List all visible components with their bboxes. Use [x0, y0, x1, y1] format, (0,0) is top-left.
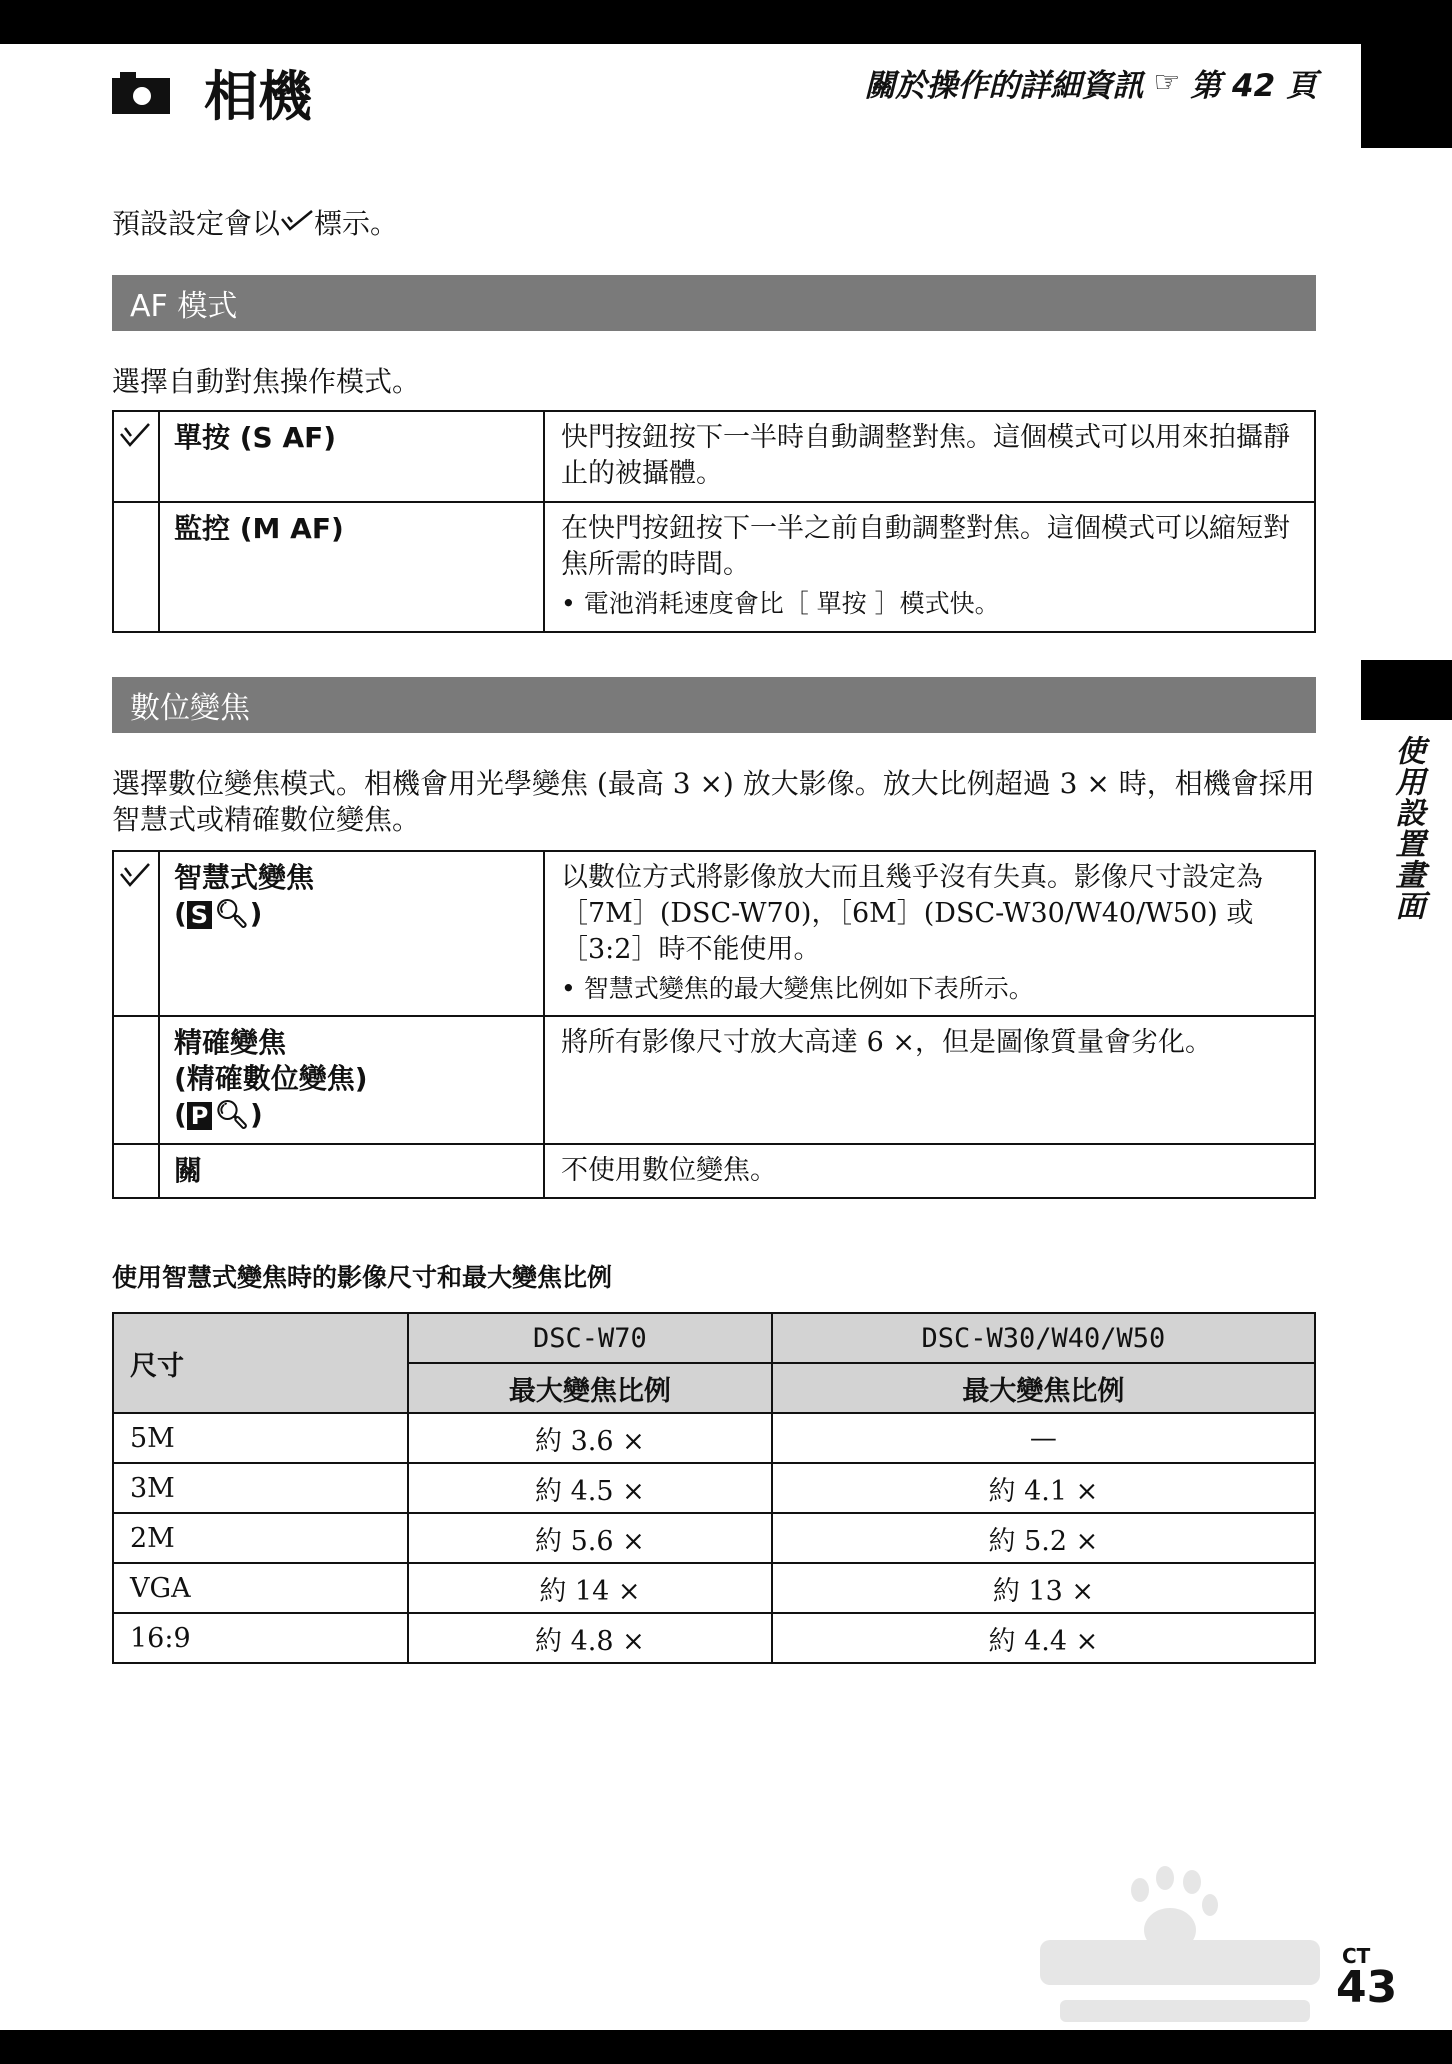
table-cell: 約 5.6 × — [408, 1513, 772, 1563]
option-name: 精確變焦 — [174, 1026, 287, 1059]
mode-badge: P — [187, 1102, 213, 1130]
default-check-icon — [118, 860, 152, 890]
table-row — [113, 502, 1315, 632]
reference-text: 關於操作的詳細資訊 — [864, 68, 1144, 104]
section-af-mode: AF 模式 — [112, 275, 1316, 331]
bottom-bar — [0, 2030, 1452, 2064]
option-name: 監控 (M AF) — [159, 502, 544, 632]
top-bar — [0, 0, 1452, 44]
table-row — [113, 411, 1315, 502]
default-check-icon — [118, 420, 152, 450]
table-row — [113, 1463, 1315, 1513]
smart-zoom-table — [112, 1312, 1316, 1664]
table-cell: 約 13 × — [772, 1563, 1315, 1613]
side-tab-label: 使用設置畫面 — [1389, 735, 1425, 921]
precision-zoom-symbol: ( P 🔍︎) — [174, 1098, 263, 1131]
option-note: • 電池消耗速度會比［ 單按 ］模式快。 — [561, 589, 1000, 618]
side-tab-marker — [1361, 660, 1452, 720]
magnifier-icon: 🔍︎ — [214, 897, 250, 930]
table-cell: 約 4.5 × — [408, 1463, 772, 1513]
table-cell: 約 3.6 × — [408, 1413, 772, 1463]
zoom-options-table — [112, 850, 1316, 1199]
table-header-row — [113, 1313, 1315, 1363]
af-description: 選擇自動對焦操作模式。 — [112, 365, 421, 398]
option-name: 關 — [159, 1144, 544, 1198]
table-row — [113, 1563, 1315, 1613]
option-subname: (精確數位變焦) — [174, 1062, 368, 1095]
default-check-icon — [280, 207, 314, 233]
table-cell: 約 14 × — [408, 1563, 772, 1613]
page-number: 43 — [1336, 1962, 1398, 2013]
table-row — [113, 851, 1315, 1016]
column-header: DSC-W70 — [408, 1313, 772, 1363]
table-row — [113, 1613, 1315, 1663]
smart-zoom-symbol: ( S 🔍︎) — [174, 897, 263, 930]
page-header — [112, 52, 312, 132]
table-cell: 約 5.2 × — [772, 1513, 1315, 1563]
option-desc: 以數位方式將影像放大而且幾乎沒有失真。影像尺寸設定為［7M］(DSC-W70)，［6M］(DSC-W30/W40/W50) 或［3:2］時不能使用。 — [561, 862, 1263, 965]
table-row — [113, 1413, 1315, 1463]
column-subheader: 最大變焦比例 — [408, 1363, 772, 1413]
table-cell: 16:9 — [113, 1613, 408, 1663]
table-cell: 3M — [113, 1463, 408, 1513]
page-title: 相機 — [204, 64, 312, 128]
reference-page: 第 42 頁 — [1190, 68, 1317, 104]
table-row — [113, 1016, 1315, 1144]
corner-tab — [1361, 44, 1452, 148]
table-cell: — — [772, 1413, 1315, 1463]
option-desc: 不使用數位變焦。 — [561, 1155, 777, 1186]
af-options-table — [112, 410, 1316, 633]
page-code: CT — [1342, 1944, 1371, 1968]
table-cell: VGA — [113, 1563, 408, 1613]
column-header: 尺寸 — [113, 1313, 408, 1413]
section-digital-zoom: 數位變焦 — [112, 677, 1316, 733]
table-caption: 使用智慧式變焦時的影像尺寸和最大變焦比例 — [112, 1263, 613, 1292]
table-row — [113, 1144, 1315, 1198]
table-cell: 5M — [113, 1413, 408, 1463]
table-cell: 約 4.1 × — [772, 1463, 1315, 1513]
watermark-logo — [1040, 1860, 1330, 2030]
pointing-hand-icon: ☞ — [1153, 65, 1181, 100]
option-desc: 在快門按鈕按下一半之前自動調整對焦。這個模式可以縮短對焦所需的時間。 — [561, 513, 1290, 580]
table-row — [113, 1513, 1315, 1563]
option-name: 智慧式變焦 — [174, 861, 315, 894]
option-desc: 快門按鈕按下一半時自動調整對焦。這個模式可以用來拍攝靜止的被攝體。 — [561, 422, 1290, 489]
magnifier-icon: 🔍︎ — [214, 1098, 250, 1131]
option-desc: 將所有影像尺寸放大高達 6 ×，但是圖像質量會劣化。 — [561, 1027, 1212, 1058]
column-subheader: 最大變焦比例 — [772, 1363, 1315, 1413]
table-cell: 約 4.8 × — [408, 1613, 772, 1663]
option-note: • 智慧式變焦的最大變焦比例如下表所示。 — [561, 974, 1034, 1003]
column-header: DSC-W30/W40/W50 — [772, 1313, 1315, 1363]
mode-badge: S — [187, 901, 212, 929]
table-cell: 約 4.4 × — [772, 1613, 1315, 1663]
zoom-description: 選擇數位變焦模式。相機會用光學變焦 (最高 3 ×) 放大影像。放大比例超過 3 × 時，相機會採用智慧式或精確數位變焦。 — [112, 767, 1315, 836]
camera-icon — [112, 70, 170, 114]
option-name: 單按 (S AF) — [159, 411, 544, 502]
reference-link[interactable] — [864, 60, 1317, 105]
intro-text: 預設設定會以 標示。 — [112, 207, 399, 240]
table-cell: 2M — [113, 1513, 408, 1563]
